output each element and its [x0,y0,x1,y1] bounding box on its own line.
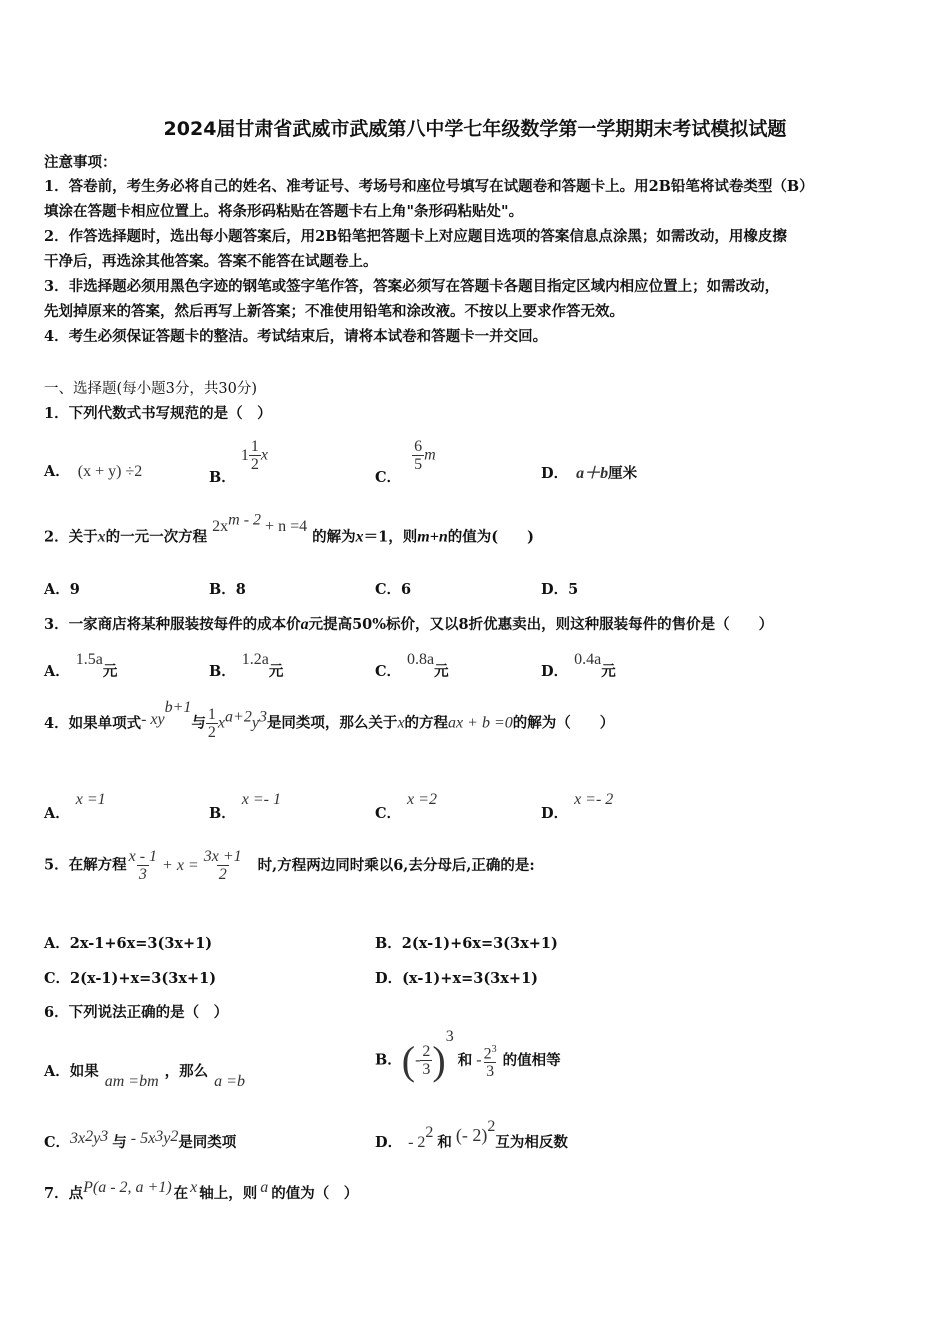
q6-option-c: C．$3x^2y^3$ 与 - $5x^3y^2$是同类项 [44,1128,237,1151]
q2-option-a: A．9 [44,581,80,598]
q7-stem: 7．点P(a - 2, a +1) 在 x 轴上，则 a 的值为（ ） [44,1179,359,1202]
note-3b: 先划掉原来的答案，然后再写上新答案；不准使用铅笔和涂改液。不按以上要求作答无效。 [44,303,624,320]
notes-heading: 注意事项： [44,154,117,171]
q5-option-d: D．(x-1)+x=3(3x+1) [375,970,539,987]
note-3a: 3．非选择题必须用黑色字迹的钢笔或签字笔作答，答案必须写在答题卡各题目指定区域内相应位置上；如需改动， [44,278,780,295]
q5-option-c: C．2(x-1)+x=3(3x+1) [44,970,217,987]
q1-option-c: C． $\frac{6}{5}$ m [375,438,436,486]
q3-stem: 3．一家商店将某种服装按每件的成本价a元提高50%标价，又以8折优惠卖出，则这种服装每件的售价是（ ） [44,616,774,633]
q1-option-b: B． 1 $\frac{1}{2}$ x [209,438,268,486]
note-2b: 干净后，再选涂其他答案。答案不能答在试题卷上。 [44,253,378,270]
note-1a: 1．答卷前，考生务必将自己的姓名、准考证号、考场号和座位号填写在试题卷和答题卡上。用2B铅笔将试卷类型（B） [44,178,814,195]
q1-option-a: A． (x + y) ÷2 [44,463,143,480]
q4-option-c: C．x =2 [375,791,437,822]
q3-option-c: C．0.8a元 [375,651,449,680]
q6-option-b: B．(- $\frac{2}{3}$ )$^3$和 - $\frac{2^3}{3}$ 的值相等 [375,1027,561,1083]
q5-option-b: B．2(x-1)+6x=3(3x+1) [375,935,558,952]
q6-stem: 6．下列说法正确的是（ ） [44,1004,229,1021]
q5-stem: 5．在解方程 $\frac{x - 1}{3}$ + x = $\frac{3x +1}{2}$ 时,方程两边同时乘以6,去分母后,正确的是: [44,848,535,883]
section-heading: 一、选择题(每小题3分，共30分) [44,381,257,397]
q6-option-d: D． - $2^2$和 (- 2)$^2$互为相反数 [375,1118,568,1151]
q4-option-d: D．x =- 2 [541,791,614,822]
q4-stem: 4．如果单项式- $xy^{b+1}$与 $\frac{1}{2}$ $x^{a+2}y^3$是同类项，那么关于x的方程ax + b =0的解为（ ） [44,698,615,741]
q2-option-d: D．5 [541,581,579,598]
note-2a: 2．作答选择题时，选出每小题答案后，用2B铅笔把答题卡上对应题目选项的答案信息点涂黑；如需改动，用橡皮擦 [44,228,787,245]
q1-option-d: D． a＋b厘米 [541,465,638,482]
page-title: 2024届甘肃省武威市武威第八中学七年级数学第一学期期末考试模拟试题 [163,118,787,140]
q3-option-d: D．0.4a元 [541,651,616,680]
note-4: 4．考生必须保证答题卡的整洁。考试结束后，请将本试卷和答题卡一并交回。 [44,328,548,345]
q3-option-b: B．1.2a元 [209,651,284,680]
q2-stem: 2．关于x的一元一次方程 $2x^{m - 2} + n =4$ 的解为x＝1，则m+n的值为( ) [44,512,534,546]
note-1b: 填涂在答题卡相应位置上。将条形码粘贴在答题卡右上角"条形码粘贴处"。 [44,203,524,220]
q2-equation: $2x^{m - 2} + n =4$ [212,512,308,536]
q2-option-b: B．8 [209,581,246,598]
q4-option-b: B．x =- 1 [209,791,281,822]
q4-option-a: A．x =1 [44,791,106,822]
q6-option-a: A．如果am =bm，那么a =b [44,1063,245,1090]
q3-option-a: A．1.5a元 [44,651,118,680]
q5-option-a: A．2x-1+6x=3(3x+1) [44,935,213,952]
q2-option-c: C．6 [375,581,412,598]
q1-stem: 1．下列代数式书写规范的是（ ） [44,405,272,422]
